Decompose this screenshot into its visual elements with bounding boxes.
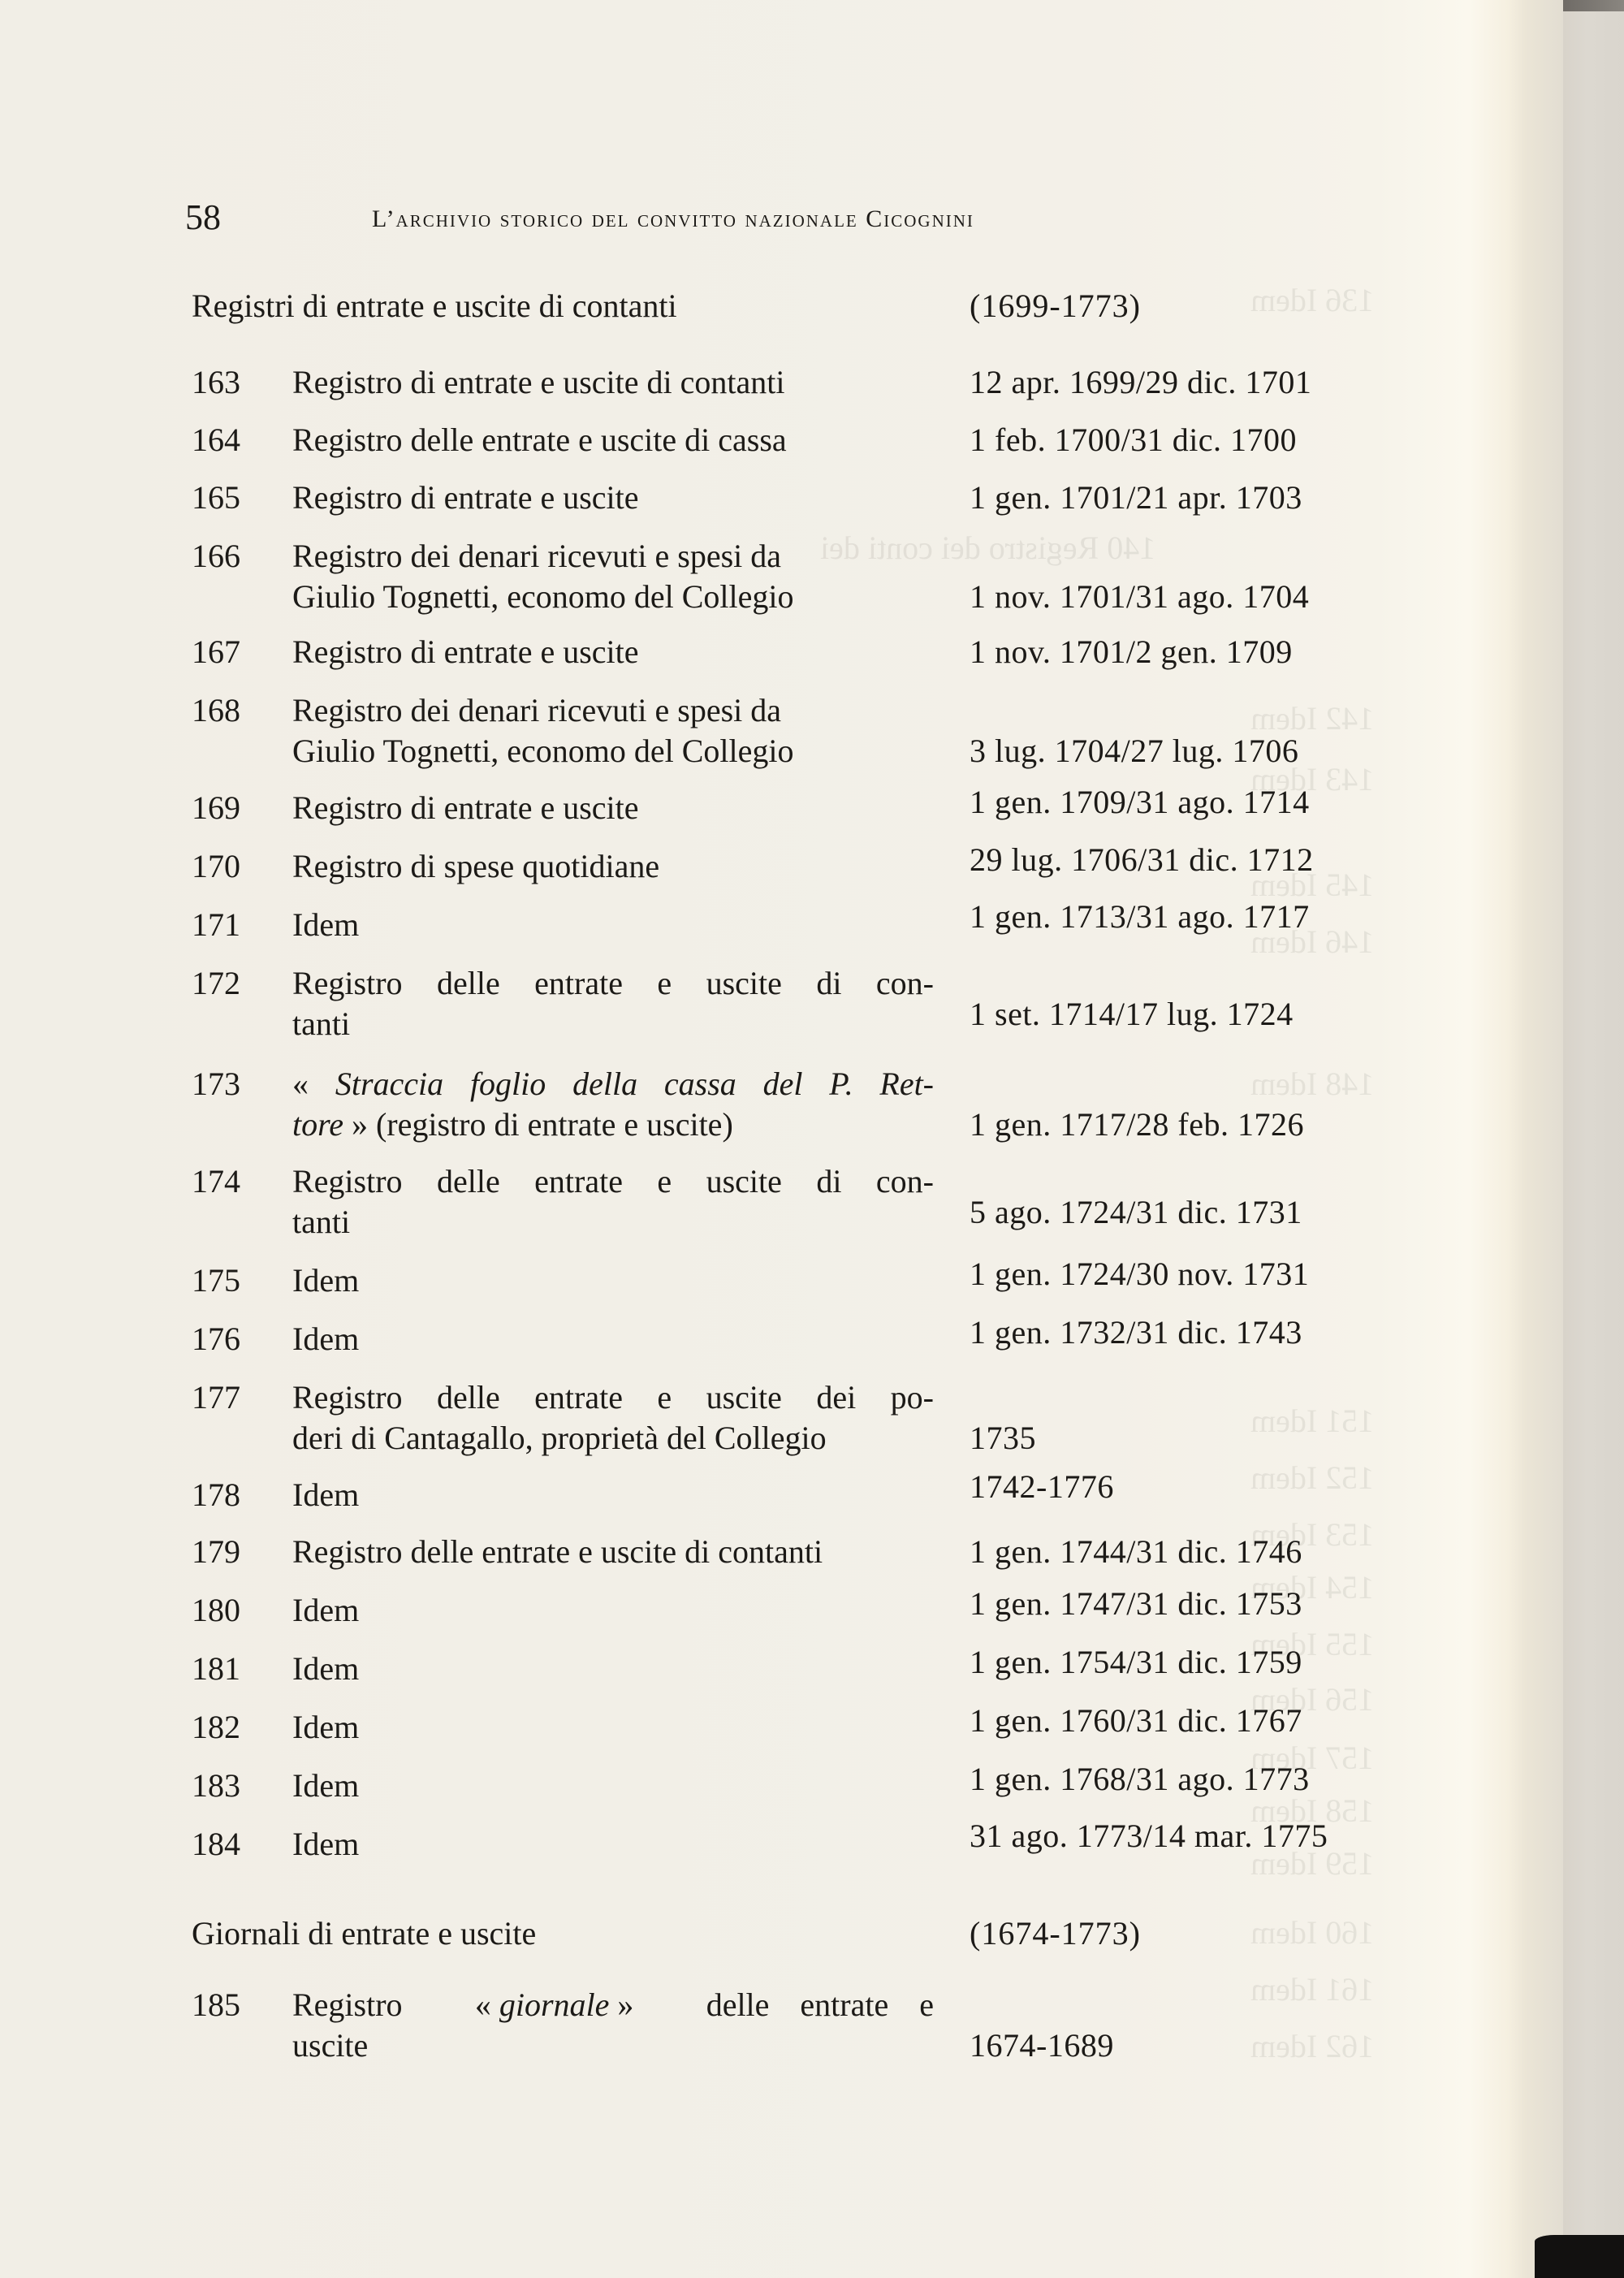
section-date-range: (1699-1773) bbox=[970, 287, 1141, 324]
item-number: 167 bbox=[192, 633, 240, 670]
section-heading: Giornali di entrate e uscite bbox=[192, 1915, 537, 1952]
item-description-line: Registro dei denari ricevuti e spesi da bbox=[292, 692, 782, 728]
item-number: 182 bbox=[192, 1709, 240, 1745]
item-description: Registro di spese quotidiane bbox=[292, 848, 660, 884]
item-description: Idem bbox=[292, 1592, 360, 1628]
item-description-line: Registro delle entrate e uscite di con- bbox=[292, 1163, 934, 1200]
item-date: 1 gen. 1744/31 dic. 1746 bbox=[970, 1533, 1302, 1570]
item-date: 1 feb. 1700/31 dic. 1700 bbox=[970, 421, 1298, 458]
item-number: 184 bbox=[192, 1826, 240, 1862]
running-title: L’archivio storico del convitto nazionale Cicognini bbox=[372, 205, 974, 232]
item-number: 163 bbox=[192, 364, 240, 400]
item-date: 31 ago. 1773/14 mar. 1775 bbox=[970, 1818, 1328, 1854]
item-date: 3 lug. 1704/27 lug. 1706 bbox=[970, 733, 1299, 769]
close-guillemet: » bbox=[617, 1986, 634, 2023]
item-number: 183 bbox=[192, 1767, 240, 1804]
page-header bbox=[185, 193, 1241, 242]
item-number: 172 bbox=[192, 965, 240, 1001]
item-description: Idem bbox=[292, 906, 360, 943]
item-number: 177 bbox=[192, 1379, 240, 1416]
item-date: 1742-1776 bbox=[970, 1468, 1114, 1505]
open-guillemet: « bbox=[474, 1986, 491, 2023]
description-text: delle entrate e bbox=[706, 1986, 934, 2023]
item-description-line: tanti bbox=[292, 1204, 351, 1240]
item-description bbox=[292, 1985, 934, 2066]
item-number: 174 bbox=[192, 1163, 240, 1200]
item-number: 168 bbox=[192, 692, 240, 728]
item-description-line: Giulio Tognetti, economo del Collegio bbox=[292, 578, 794, 615]
item-date: 1 gen. 1709/31 ago. 1714 bbox=[970, 784, 1310, 820]
item-description bbox=[292, 1161, 934, 1243]
item-date: 1 nov. 1701/2 gen. 1709 bbox=[970, 633, 1293, 670]
item-description bbox=[292, 690, 934, 772]
open-guillemet: « bbox=[292, 1066, 309, 1102]
description-text: » (registro di entrate e uscite) bbox=[351, 1106, 733, 1143]
item-description-line bbox=[292, 1985, 934, 2025]
item-description: Idem bbox=[292, 1650, 360, 1687]
item-date: 29 lug. 1706/31 dic. 1712 bbox=[970, 841, 1314, 878]
item-description-line: deri di Cantagallo, proprietà del Collegio bbox=[292, 1420, 827, 1456]
section-date-range: (1674-1773) bbox=[970, 1915, 1141, 1952]
item-description: Registro di entrate e uscite bbox=[292, 789, 639, 826]
page-edge-shadow bbox=[1563, 0, 1624, 11]
item-number: 176 bbox=[192, 1321, 240, 1357]
item-date: 1 gen. 1747/31 dic. 1753 bbox=[970, 1585, 1302, 1622]
item-description: Registro di entrate e uscite di contanti bbox=[292, 364, 785, 400]
item-number: 166 bbox=[192, 538, 240, 574]
item-description: Registro delle entrate e uscite di contanti bbox=[292, 1533, 823, 1570]
item-description-line: Giulio Tognetti, economo del Collegio bbox=[292, 733, 794, 769]
item-description-line bbox=[292, 1104, 934, 1145]
item-description: Registro di entrate e uscite bbox=[292, 479, 639, 516]
item-date: 1674-1689 bbox=[970, 2027, 1114, 2064]
item-description bbox=[292, 536, 934, 617]
item-description-line: Registro delle entrate e uscite di con- bbox=[292, 965, 934, 1001]
item-description-line: Registro dei denari ricevuti e spesi da bbox=[292, 538, 782, 574]
italic-title: giornale bbox=[499, 1986, 610, 2023]
item-date: 1 gen. 1768/31 ago. 1773 bbox=[970, 1761, 1310, 1797]
item-date: 1 gen. 1724/30 nov. 1731 bbox=[970, 1256, 1310, 1292]
item-date: 1 gen. 1713/31 ago. 1717 bbox=[970, 898, 1310, 935]
item-number: 164 bbox=[192, 421, 240, 458]
item-number: 165 bbox=[192, 479, 240, 516]
item-number: 173 bbox=[192, 1066, 240, 1102]
page-number: 58 bbox=[185, 197, 221, 237]
item-number: 179 bbox=[192, 1533, 240, 1570]
item-description bbox=[292, 963, 934, 1044]
item-description: Registro di entrate e uscite bbox=[292, 633, 639, 670]
italic-title: tore bbox=[292, 1106, 343, 1143]
item-number: 180 bbox=[192, 1592, 240, 1628]
item-description: Idem bbox=[292, 1709, 360, 1745]
item-number: 175 bbox=[192, 1262, 240, 1299]
description-text: Registro bbox=[292, 1986, 403, 2023]
item-number: 170 bbox=[192, 848, 240, 884]
item-date: 1 gen. 1760/31 dic. 1767 bbox=[970, 1702, 1302, 1739]
item-description: Idem bbox=[292, 1767, 360, 1804]
item-description: Idem bbox=[292, 1826, 360, 1862]
item-date: 1735 bbox=[970, 1420, 1036, 1456]
item-number: 178 bbox=[192, 1476, 240, 1513]
item-description bbox=[292, 1377, 934, 1459]
item-number: 185 bbox=[192, 1986, 240, 2023]
item-description-line: uscite bbox=[292, 2027, 369, 2064]
section-heading: Registri di entrate e uscite di contanti bbox=[192, 287, 677, 324]
item-date: 1 nov. 1701/31 ago. 1704 bbox=[970, 578, 1310, 615]
scan-background bbox=[1535, 2235, 1624, 2278]
quoted-title bbox=[475, 1985, 634, 2025]
italic-title: Straccia foglio della cassa del P. Ret- bbox=[335, 1066, 935, 1102]
page-edge bbox=[1563, 0, 1624, 2278]
item-date: 1 gen. 1717/28 feb. 1726 bbox=[970, 1106, 1304, 1143]
item-date: 5 ago. 1724/31 dic. 1731 bbox=[970, 1194, 1302, 1230]
item-description: Idem bbox=[292, 1321, 360, 1357]
item-description: Idem bbox=[292, 1476, 360, 1513]
item-description: Registro delle entrate e uscite di cassa bbox=[292, 421, 787, 458]
item-description-line bbox=[292, 1064, 934, 1104]
item-date: 1 gen. 1732/31 dic. 1743 bbox=[970, 1314, 1302, 1351]
item-date: 1 gen. 1754/31 dic. 1759 bbox=[970, 1644, 1302, 1680]
item-number: 171 bbox=[192, 906, 240, 943]
item-number: 181 bbox=[192, 1650, 240, 1687]
item-date: 1 set. 1714/17 lug. 1724 bbox=[970, 996, 1294, 1032]
item-description-line: tanti bbox=[292, 1005, 351, 1042]
item-date: 1 gen. 1701/21 apr. 1703 bbox=[970, 479, 1302, 516]
item-description: Idem bbox=[292, 1262, 360, 1299]
item-description bbox=[292, 1064, 934, 1145]
item-date: 12 apr. 1699/29 dic. 1701 bbox=[970, 364, 1312, 400]
item-description-line: Registro delle entrate e uscite dei po- bbox=[292, 1379, 934, 1416]
item-number: 169 bbox=[192, 789, 240, 826]
